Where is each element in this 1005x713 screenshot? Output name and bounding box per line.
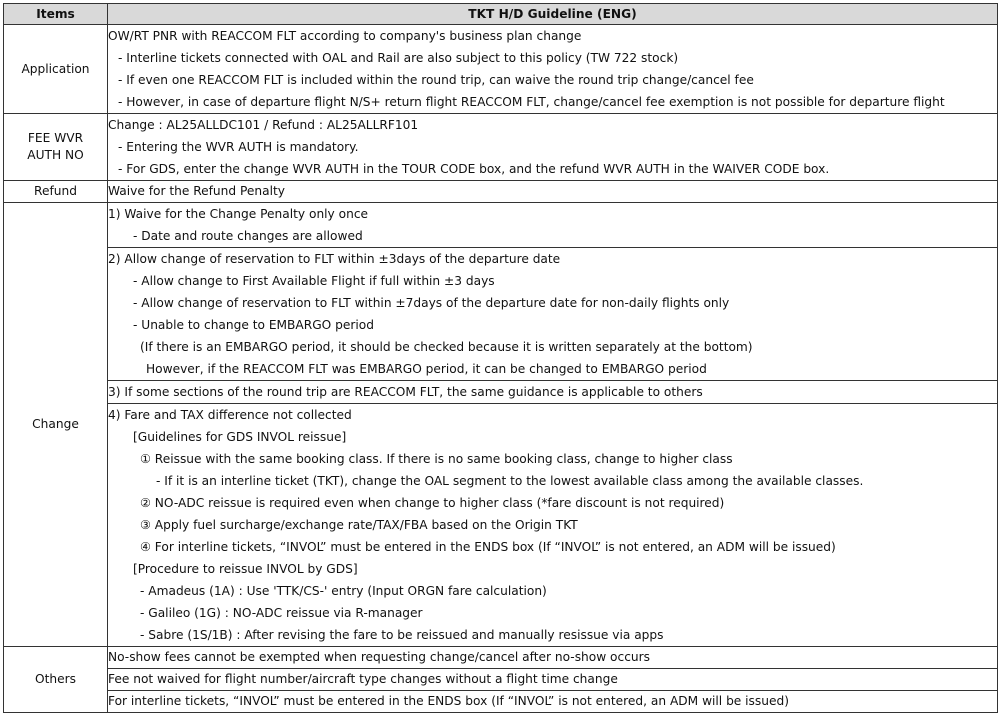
change-line: - Date and route changes are allowed: [133, 229, 363, 243]
change-row-1: [4, 203, 998, 248]
fee-line: - Entering the WVR AUTH is mandatory.: [118, 140, 359, 154]
guideline-table: [3, 3, 998, 713]
change-line: [Procedure to reissue INVOL by GDS]: [133, 562, 358, 576]
application-content: [108, 25, 998, 114]
change-row-2: [4, 248, 998, 381]
others-row-3: [4, 691, 998, 713]
application-row: [4, 25, 998, 114]
header-row: [4, 4, 998, 25]
application-line: - Interline tickets connected with OAL and Rail are also subject to this policy (TW 722 stock): [118, 51, 679, 65]
application-line: OW/RT PNR with REACCOM FLT according to company's business plan change: [108, 29, 582, 43]
others-text: No-show fees cannot be exempted when requesting change/cancel after no-show occurs: [108, 650, 651, 664]
refund-label: Refund: [4, 181, 108, 203]
fee-content: [108, 114, 998, 181]
fee-label-line: AUTH NO: [27, 148, 84, 162]
fee-label-line: FEE WVR: [27, 131, 84, 145]
change-row-3: [4, 381, 998, 404]
change-line: - Unable to change to EMBARGO period: [133, 318, 374, 332]
application-line: - However, in case of departure flight N/S+ return flight REACCOM FLT, change/cancel fee exemption is not possible for departure flight: [118, 95, 945, 109]
change-line: ① Reissue with the same booking class. If there is no same booking class, change to higher class: [140, 452, 733, 466]
guideline-header: TKT H/D Guideline (ENG): [108, 4, 998, 25]
change-line: - Amadeus (1A) : Use 'TTK/CS-' entry (Input ORGN fare calculation): [140, 584, 547, 598]
change-line: ④ For interline tickets, “INVOL” must be entered in the ENDS box (If “INVOL” is not entered, an ADM will be issued): [140, 540, 836, 554]
change-line: 3) If some sections of the round trip are REACCOM FLT, the same guidance is applicable to others: [108, 385, 703, 399]
change-line: [Guidelines for GDS INVOL reissue]: [133, 430, 347, 444]
change-line: - If it is an interline ticket (TKT), change the OAL segment to the lowest available class among the available classes.: [156, 474, 864, 488]
fee-line: Change : AL25ALLDC101 / Refund : AL25ALLRF101: [108, 118, 419, 132]
others-line: [108, 691, 998, 713]
change-line: (If there is an EMBARGO period, it should be checked because it is written separately at the bottom): [140, 340, 753, 354]
others-row-2: [4, 669, 998, 691]
others-row-1: [4, 647, 998, 669]
others-line: [108, 647, 998, 669]
others-text: For interline tickets, “INVOL” must be entered in the ENDS box (If “INVOL” is not entered, an ADM will be issued): [108, 694, 789, 708]
change-line: However, if the REACCOM FLT was EMBARGO period, it can be changed to EMBARGO period: [146, 362, 707, 376]
refund-content: [108, 181, 998, 203]
change-line: - Allow change to First Available Flight if full within ±3 days: [133, 274, 495, 288]
change-section-1: [108, 203, 998, 248]
change-line: ② NO-ADC reissue is required even when change to higher class (*fare discount is not required): [140, 496, 725, 510]
change-line: 4) Fare and TAX difference not collected: [108, 408, 352, 422]
items-header: Items: [4, 4, 108, 25]
change-section-4: [108, 404, 998, 647]
change-line: - Allow change of reservation to FLT within ±7days of the departure date for non-daily flights only: [133, 296, 730, 310]
change-section-2: [108, 248, 998, 381]
refund-row: [4, 181, 998, 203]
change-row-4: [4, 404, 998, 647]
application-line: - If even one REACCOM FLT is included within the round trip, can waive the round trip change/cancel fee: [118, 73, 754, 87]
change-label: Change: [4, 203, 108, 647]
others-text: Fee not waived for flight number/aircraft type changes without a flight time change: [108, 672, 618, 686]
others-line: [108, 669, 998, 691]
change-line: 2) Allow change of reservation to FLT within ±3days of the departure date: [108, 252, 561, 266]
fee-label: [4, 114, 108, 181]
change-section-3: [108, 381, 998, 404]
others-label: Others: [4, 647, 108, 713]
refund-line: Waive for the Refund Penalty: [108, 184, 285, 198]
change-line: ③ Apply fuel surcharge/exchange rate/TAX/FBA based on the Origin TKT: [140, 518, 578, 532]
application-label: Application: [4, 25, 108, 114]
change-line: - Sabre (1S/1B) : After revising the fare to be reissued and manually resissue via apps: [140, 628, 664, 642]
change-line: 1) Waive for the Change Penalty only once: [108, 207, 369, 221]
fee-line: - For GDS, enter the change WVR AUTH in the TOUR CODE box, and the refund WVR AUTH in the WAIVER CODE box.: [118, 162, 830, 176]
change-line: - Galileo (1G) : NO-ADC reissue via R-manager: [140, 606, 423, 620]
fee-row: [4, 114, 998, 181]
